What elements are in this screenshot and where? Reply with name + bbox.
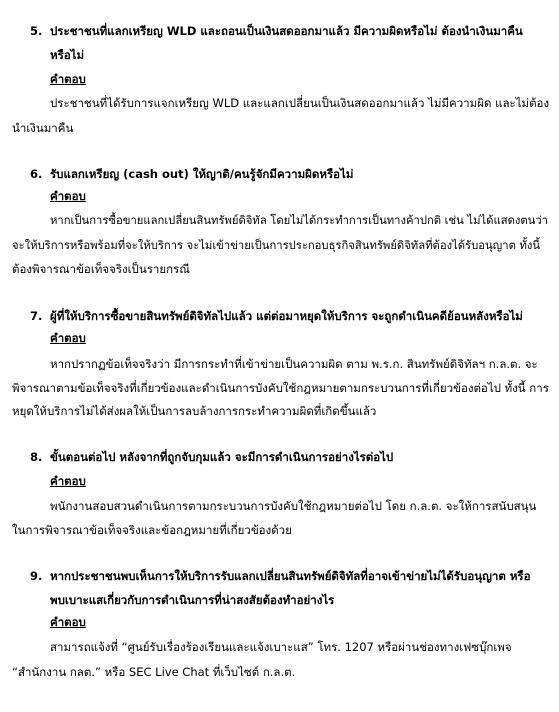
- answer-label: คำตอบ: [50, 615, 86, 629]
- answer-label: คำตอบ: [50, 331, 86, 345]
- answer-text: “สำนักงาน กลต.” หรือ SEC Live Chat ที่เว็บไซต์ ก.ล.ต.: [12, 665, 296, 679]
- question-number: 7.: [30, 309, 43, 323]
- answer-label: คำตอบ: [50, 189, 86, 203]
- answer-label: คำตอบ: [50, 72, 86, 86]
- answer-text: นำเงินมาคืน: [12, 121, 74, 135]
- answer-text: พนักงานสอบสวนดำเนินการตามกระบวนการบังคับใช้กฎหมายต่อไป โดย ก.ล.ต. จะให้การสนับสนุน: [50, 499, 537, 513]
- question-number: 8.: [30, 450, 43, 464]
- question-text: พบเบาะแสเกี่ยวกับการดำเนินการที่น่าสงสัยต้องทำอย่างไร: [50, 593, 335, 607]
- answer-text: จะให้บริการหรือพร้อมที่จะให้บริการ จะไม่เข้าข่ายเป็นการประกอบธุรกิจสินทรัพย์ดิจิทัลที่ต้องได้รับอนุญาต ทั้งนี้: [12, 239, 541, 252]
- answer-text: ในการพิจารณาข้อเท็จจริงและข้อกฎหมายที่เกี่ยวข้องด้วย: [12, 523, 292, 537]
- question-number: 6.: [30, 167, 43, 181]
- question-number: 9.: [30, 569, 43, 583]
- question-text: หากประชาชนพบเห็นการให้บริการรับแลกเปลี่ยนสินทรัพย์ดิจิทัลที่อาจเข้าข่ายไม่ได้รับอนุญาต หรือ: [50, 569, 531, 583]
- question-text: ประชาชนที่แลกเหรียญ WLD และถอนเป็นเงินสดออกมาแล้ว มีความผิดหรือไม่ ต้องนำเงินมาคืน: [50, 24, 523, 38]
- answer-text: พิจารณาตามข้อเท็จจริงที่เกี่ยวข้องและดำเนินการบังคับใช้กฎหมายตามกระบวนการที่เกี่ยวข้องต่อไป ทั้งนี้ การ: [12, 381, 549, 395]
- question-text: รับแลกเหรียญ (cash out) ให้ญาติ/คนรู้จักมีความผิดหรือไม่: [50, 167, 354, 181]
- answer-text: หากปรากฏข้อเท็จจริงว่า มีการกระทำที่เข้าข่ายเป็นความผิด ตาม พ.ร.ก. สินทรัพย์ดิจิทัลฯ ก.ล.ต. จะ: [50, 357, 538, 371]
- question-text: ขั้นตอนต่อไป หลังจากที่ถูกจับกุมแล้ว จะมีการดำเนินการอย่างไรต่อไป: [50, 450, 394, 464]
- answer-text: ต้องพิจารณาข้อเท็จจริงเป็นรายกรณี: [12, 262, 190, 276]
- question-text: หรือไม่: [50, 48, 85, 62]
- answer-text: สามารถแจ้งที่ “ศูนย์รับเรื่องร้องเรียนและแจ้งเบาะแส” โทร. 1207 หรือผ่านช่องทางเฟซบุ๊กเพจ: [50, 640, 512, 654]
- answer-text: ประชาชนที่ได้รับการแจกเหรียญ WLD และแลกเปลี่ยนเป็นเงินสดออกมาแล้ว ไม่มีความผิด และไม่ต้อง: [50, 96, 550, 110]
- answer-label: คำตอบ: [50, 474, 86, 488]
- question-text: ผู้ที่ให้บริการซื้อขายสินทรัพย์ดิจิทัลไปแล้ว แต่ต่อมาหยุดให้บริการ จะถูกดำเนินคดีย้อนหลังหรือไม่: [50, 309, 523, 323]
- answer-text: หากเป็นการซื้อขายแลกเปลี่ยนสินทรัพย์ดิจิทัล โดยไม่ได้กระทำการเป็นทางค้าปกติ เช่น ไม่ได้แสดงตนว่า: [50, 214, 548, 227]
- answer-text: หยุดให้บริการไม่ได้ส่งผลให้เป็นการลบล้างการกระทำความผิดที่เกิดขึ้นแล้ว: [12, 404, 377, 418]
- question-number: 5.: [30, 24, 43, 38]
